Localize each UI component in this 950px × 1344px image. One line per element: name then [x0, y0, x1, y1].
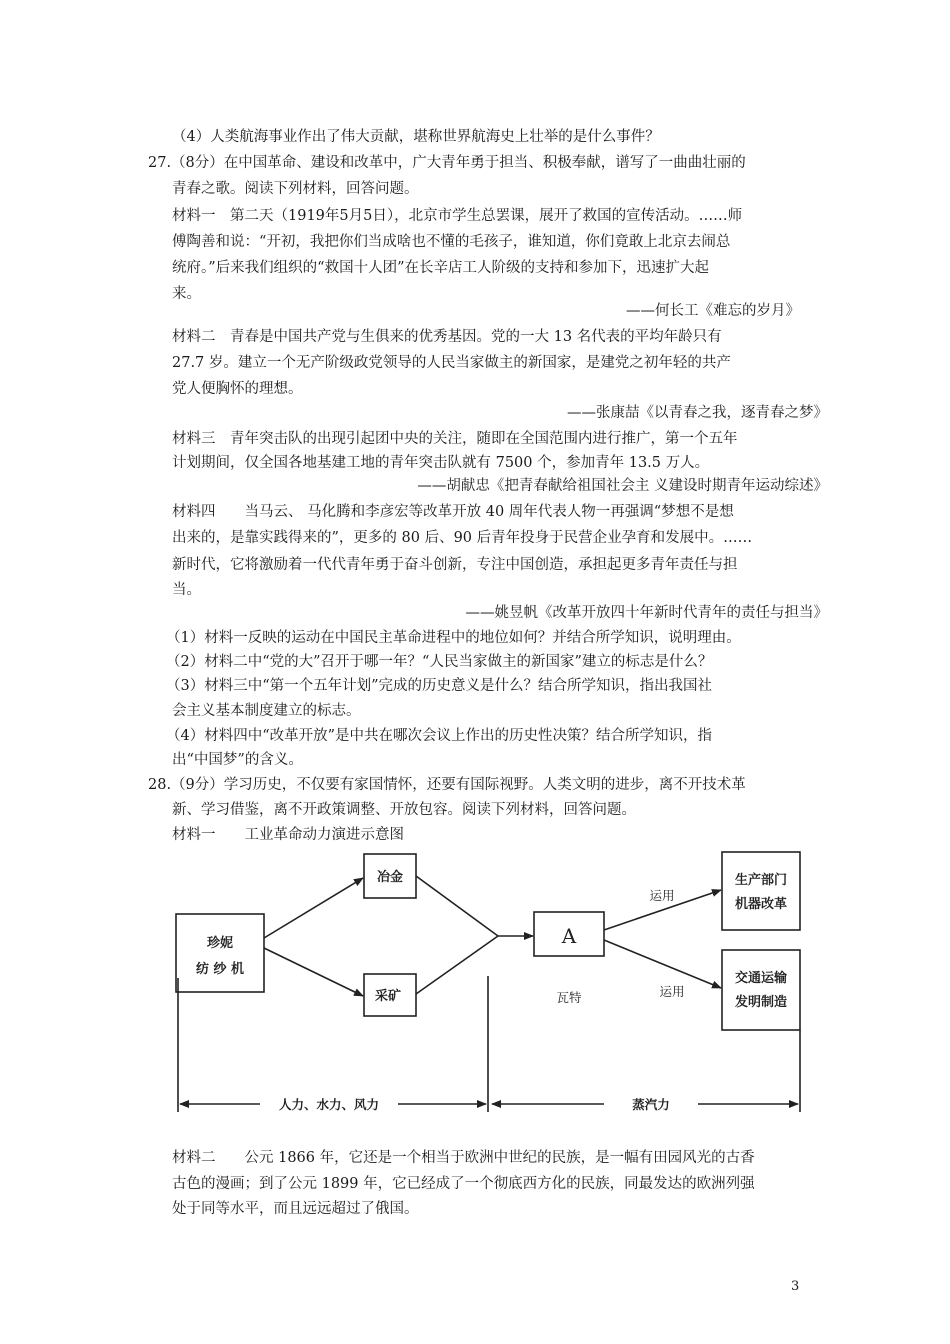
label-use-2: 运用	[659, 984, 685, 999]
label-jenny-1: 珍妮	[206, 936, 234, 951]
box-transport	[722, 950, 800, 1030]
material-3-line-2: 计划期间，仅全国各地基建工地的青年突击队就有 7500 个，参加青年 13.5 万人。	[172, 455, 710, 471]
label-jenny-2: 纺 纱 机	[195, 962, 245, 977]
material-2b-line-1: 材料二 公元 1866 年，它还是一个相当于欧洲中世纪的民族，是一幅有田园风光的古香	[172, 1150, 755, 1166]
box-production	[722, 852, 800, 930]
question-27-header-cont: 青春之歌。阅读下列材料，回答问题。	[172, 181, 419, 197]
material-1-source: ——何长工《难忘的岁月》	[626, 303, 800, 319]
material-1-line-1: 材料一 第二天（1919年5月5日），北京市学生总罢课，展开了救国的宣传活动。……师	[172, 208, 743, 224]
label-mining: 采矿	[374, 989, 402, 1004]
question-26-4: （4）人类航海事业作出了伟大贡献，堪称世界航海史上壮举的是什么事件？	[172, 129, 660, 145]
question-28-header: 28.（9分）学习历史，不仅要有家国情怀，还要有国际视野。人类文明的进步，离不开技术革	[148, 777, 746, 793]
label-span-manual: 人力、水力、风力	[278, 1097, 380, 1112]
question-27-1: （1）材料一反映的运动在中国民主革命进程中的地位如何？并结合所学知识，说明理由。	[166, 630, 741, 646]
label-transport-1: 交通运输	[734, 971, 788, 986]
question-28-header-cont: 新、学习借鉴，离不开政策调整、开放包容。阅读下列材料，回答问题。	[172, 802, 636, 818]
material-2-source: ——张康喆《以青春之我，逐青春之梦》	[567, 405, 828, 421]
material-2-line-2: 27.7 岁。建立一个无产阶级政党领导的人民当家做主的新国家，是建党之初年轻的共产	[172, 355, 731, 371]
label-use-1: 运用	[649, 888, 675, 903]
line-metallurgy-merge	[416, 876, 498, 936]
material-4-line-4: 当。	[172, 582, 201, 598]
label-span-steam: 蒸汽力	[632, 1097, 670, 1112]
material-2b-line-2: 古色的漫画；到了公元 1899 年，它已经成了一个彻底西方化的民族，同最发达的欧洲列强	[172, 1176, 755, 1192]
arrow-jenny-metallurgy	[264, 878, 363, 938]
label-a: A	[561, 924, 577, 948]
label-watt: 瓦特	[556, 990, 582, 1005]
label-metallurgy: 冶金	[376, 870, 404, 885]
label-production-1: 生产部门	[734, 873, 788, 888]
question-27-4: （4）材料四中“改革开放”是中共在哪次会议上作出的历史性决策？结合所学知识，指	[166, 728, 713, 744]
material-4-source: ——姚昱帆《改革开放四十年新时代青年的责任与担当》	[465, 605, 828, 621]
label-transport-2: 发明制造	[734, 995, 788, 1010]
industrial-revolution-power-diagram	[172, 848, 814, 1124]
material-4-line-3: 新时代，它将激励着一代代青年勇于奋斗创新，专注中国创造，承担起更多青年责任与担	[172, 557, 738, 573]
question-27-header: 27.（8分）在中国革命、建设和改革中，广大青年勇于担当、积极奉献，谱写了一曲曲壮丽的	[148, 155, 746, 171]
material-2-line-3: 党人便胸怀的理想。	[172, 381, 303, 397]
material-1-caption: 材料一 工业革命动力演进示意图	[172, 827, 404, 843]
question-27-2: （2）材料二中“党的大”召开于哪一年？“人民当家做主的新国家”建立的标志是什么？	[166, 654, 713, 670]
question-27-3-cont: 会主义基本制度建立的标志。	[172, 703, 361, 719]
material-3-source: ——胡献忠《把青春献给祖国社会主 义建设时期青年运动综述》	[417, 478, 828, 494]
material-3-line-1: 材料三 青年突击队的出现引起团中央的关注，随即在全国范围内进行推广，第一个五年	[172, 431, 738, 447]
material-4-line-1: 材料四 当马云、 马化腾和李彦宏等改革开放 40 周年代表人物一再强调“梦想不是想	[172, 504, 734, 520]
material-2-line-1: 材料二 青春是中国共产党与生俱来的优秀基因。党的一大 13 名代表的平均年龄只有	[172, 329, 722, 345]
material-2b-line-3: 处于同等水平，而且远远超过了俄国。	[172, 1201, 419, 1217]
question-27-3: （3）材料三中“第一个五年计划”完成的历史意义是什么？结合所学知识，指出我国社	[166, 678, 713, 694]
arrow-jenny-mining	[264, 948, 363, 996]
box-jenny	[176, 914, 264, 992]
material-4-line-2: 出来的，是靠实践得来的”，更多的 80 后、90 后青年投身于民营企业孕育和发展中。……	[172, 530, 753, 546]
question-27-4-cont: 出“中国梦”的含义。	[172, 752, 303, 768]
page-number: 3	[791, 1279, 800, 1294]
arrow-a-transport	[604, 940, 721, 988]
material-1-line-3: 统府。”后来我们组织的“救国十人团”在长辛店工人阶级的支持和参加下，迅速扩大起	[172, 260, 709, 276]
line-mining-merge	[416, 936, 498, 994]
label-production-2: 机器改革	[734, 897, 788, 912]
material-1-line-2: 傅陶善和说：“开初，我把你们当成啥也不懂的毛孩子，谁知道，你们竟敢上北京去闹总	[172, 234, 731, 250]
material-1-line-4: 来。	[172, 286, 201, 302]
